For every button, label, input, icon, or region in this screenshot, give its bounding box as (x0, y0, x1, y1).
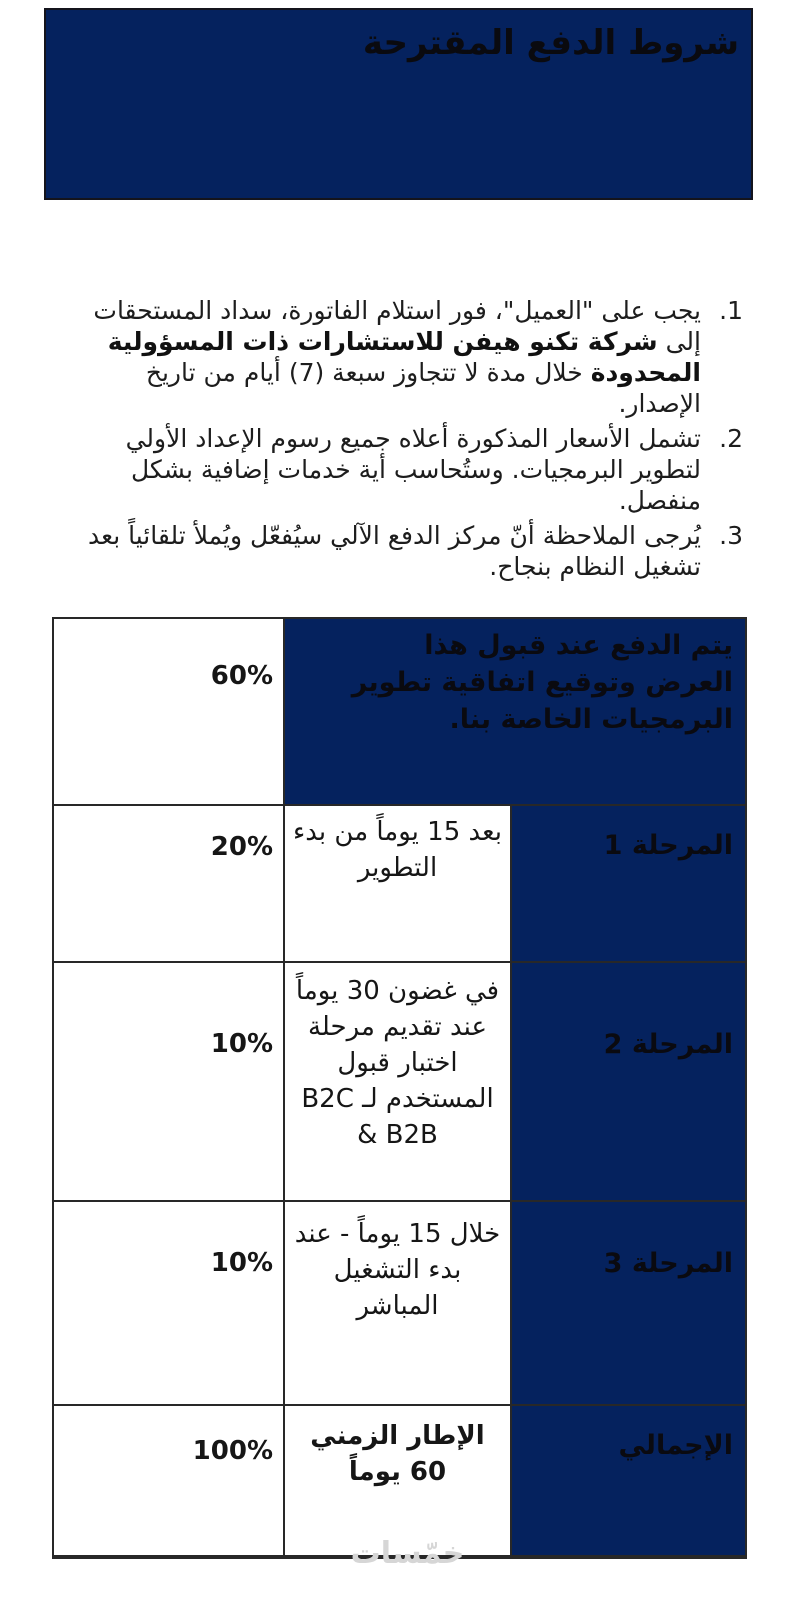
khamsat-watermark: خمّسات (350, 1536, 465, 1571)
table-row-total (53, 1405, 746, 1557)
term-item-1 (56, 295, 743, 419)
phase-cell: المرحلة 3 (511, 1201, 746, 1405)
pct-value: 10% (210, 1248, 273, 1278)
term-text-bold-company: شركة تكنو هيفن للاستشارات ذات المسؤولية المحدودة (107, 327, 701, 387)
page-title: شروط الدفع المقترحة (362, 23, 739, 63)
term-item-3 (56, 520, 743, 582)
total-label-cell: الإجمالي (511, 1405, 746, 1557)
table-row-offer (53, 618, 746, 805)
term-text-start: يجب على "العميل"، فور استلام الفاتورة، سداد المستحقات إلى (93, 296, 701, 356)
pct-cell (53, 1201, 284, 1405)
pct-cell (53, 805, 284, 962)
timeframe-cell: الإطار الزمني 60 يوماً (284, 1405, 511, 1557)
term-text-end: خلال مدة لا تتجاوز سبعة (7) أيام من تاريخ الإصدار. (145, 358, 701, 418)
header-banner (44, 8, 753, 200)
term-text: يُرجى الملاحظة أنّ مركز الدفع الآلي سيُفعّل ويُملأ تلقائياً بعد تشغيل النظام بنجاح. (88, 521, 701, 581)
table-row-phase-1 (53, 805, 746, 962)
table-row-phase-2 (53, 962, 746, 1201)
pct-cell (53, 962, 284, 1201)
desc-cell: في غضون 30 يوماً عند تقديم مرحلة اختبار قبول المستخدم لـ B2C & B2B (284, 962, 511, 1201)
term-number: 1. (719, 296, 743, 325)
desc-cell: بعد 15 يوماً من بدء التطوير (284, 805, 511, 962)
pct-cell (53, 618, 284, 805)
pct-value: 60% (210, 661, 273, 691)
table-row-phase-3 (53, 1201, 746, 1405)
term-text: تشمل الأسعار المذكورة أعلاه جميع رسوم الإعداد الأولي لتطوير البرمجيات. وستُحاسب أية خدمات إضافية بشكل منفصل. (125, 424, 701, 515)
terms-list (56, 295, 743, 586)
offer-acceptance-cell: يتم الدفع عند قبول هذا العرض وتوقيع اتفاقية تطوير البرمجيات الخاصة بنا. (284, 618, 746, 805)
term-number: 2. (719, 424, 743, 453)
desc-cell: خلال 15 يوماً - عند بدء التشغيل المباشر (284, 1201, 511, 1405)
total-pct-cell (53, 1405, 284, 1557)
payment-schedule-table (52, 617, 747, 1559)
pct-value: 100% (192, 1436, 273, 1466)
term-text (56, 295, 701, 419)
pct-value: 10% (210, 1029, 273, 1059)
pct-value: 20% (210, 832, 273, 862)
term-number: 3. (719, 521, 743, 550)
phase-cell: المرحلة 1 (511, 805, 746, 962)
phase-cell: المرحلة 2 (511, 962, 746, 1201)
term-item-2 (56, 423, 743, 516)
